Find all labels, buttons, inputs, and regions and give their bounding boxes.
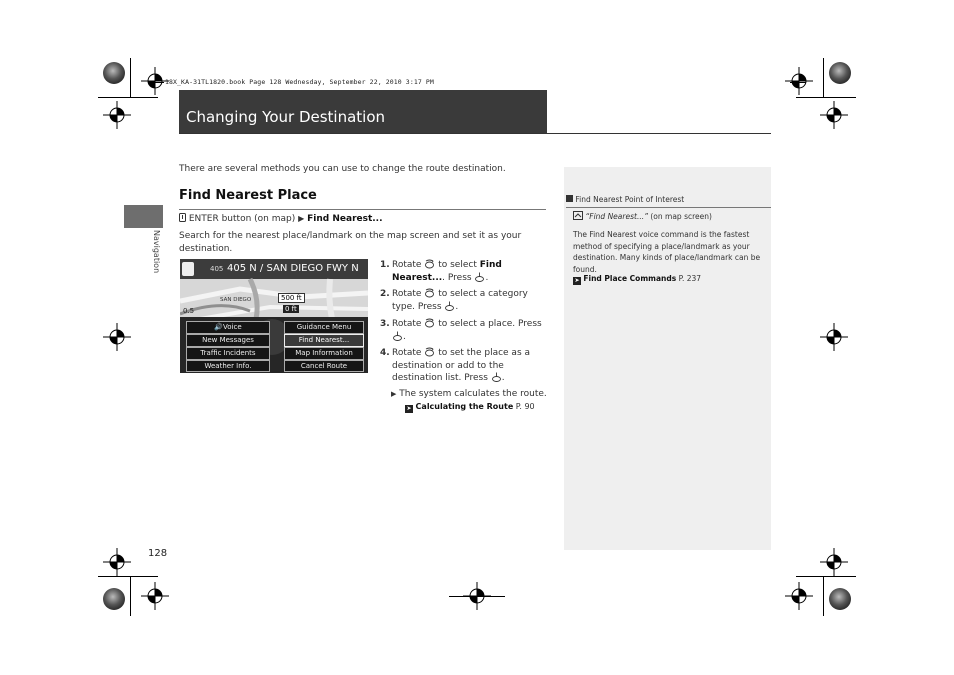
interface-dial-rotate-icon [424,259,435,269]
note-marker-icon [566,195,573,202]
cross-reference-icon: ➤ [406,405,412,412]
menu-guidance-button[interactable]: Guidance Menu [284,321,364,334]
intro-text: There are several methods you can use to change the route destination. [179,164,506,174]
page-title: Changing Your Destination [186,108,386,126]
section-rule [179,209,546,210]
side-tab-label: Navigation [152,230,161,274]
registration-target-5 [103,323,131,351]
shield-number: 405 [210,265,224,273]
panel-rule [566,207,771,208]
interface-dial-press-icon [392,331,403,341]
road-label: 405 N / SAN DIEGO FWY N [227,263,359,274]
menu-path [179,213,383,224]
registration-target-7 [103,548,131,576]
result-arrow-icon: ▶ [391,390,397,398]
panel-heading: Find Nearest Point of Interest [566,195,684,204]
menu-voice-button[interactable]: 🔊Voice [186,321,270,334]
sidebar-panel [564,167,771,550]
path-target: Find Nearest... [307,214,383,224]
navigation-screen-image [180,259,368,373]
distance-readout: 0 ft [285,305,297,313]
interface-dial-rotate-icon [424,347,435,357]
interface-dial-rotate-icon [424,318,435,328]
path-arrow-icon: ▶ [298,214,305,223]
file-header: 18X_KA-31TL1820.book Page 128 Wednesday, September 22, 2010 3:17 PM [165,78,434,86]
registration-target-9 [141,582,169,610]
registration-ball-tl [103,62,125,84]
interface-dial-press-icon [491,372,502,382]
panel-body: The Find Nearest voice command is the fastest method of specifying a place/landmark as your destination. Many kinds of place/landmark can be found. [573,230,761,274]
menu-map-info-button[interactable]: Map Information [284,347,364,360]
registration-target-3 [103,101,131,129]
menu-find-nearest-button[interactable]: Find Nearest... [284,334,364,347]
registration-target-2 [785,67,813,95]
menu-messages-button[interactable]: New Messages [186,334,270,347]
section-heading: Find Nearest Place [179,188,317,203]
registration-target-6 [820,323,848,351]
title-rule [179,133,771,134]
interface-dial-rotate-icon [424,288,435,298]
menu-cancel-route-button[interactable]: Cancel Route [284,360,364,372]
speaker-icon: 🔊 [214,323,224,331]
panel-reference-link[interactable]: ➤ Find Place Commands P. 237 [574,274,702,284]
menu-traffic-button[interactable]: Traffic Incidents [186,347,270,360]
page-number: 128 [148,548,168,559]
interface-dial-press-icon [444,301,455,311]
panel-voice-command: “Find Nearest...” (on map screen) [573,211,712,221]
menu-weather-button[interactable]: Weather Info. [186,360,270,372]
registration-ball-bl [103,588,125,610]
route-shield-icon [182,262,194,276]
result-reference-link[interactable]: ➤ Calculating the Route P. 90 [406,402,535,412]
registration-ball-br [829,588,851,610]
side-tab [124,205,163,228]
registration-ball-tr [829,62,851,84]
registration-target-8 [820,548,848,576]
path-prefix: ENTER button (on map) [188,214,296,224]
registration-target-10 [785,582,813,610]
section-description: Search for the nearest place/landmark on the map screen and set it as your destination. [179,231,522,254]
result-text: ▶ The system calculates the route. [391,389,547,399]
interface-dial-press-icon [474,272,485,282]
registration-target-4 [820,101,848,129]
scale-readout: 500 ft [278,293,305,303]
street-label: SAN DIEGO [220,297,252,303]
cross-reference-icon: ➤ [574,277,580,284]
corner-readout: 0.5 [183,307,195,315]
voice-command-icon [573,211,583,220]
enter-button-icon [179,213,186,222]
